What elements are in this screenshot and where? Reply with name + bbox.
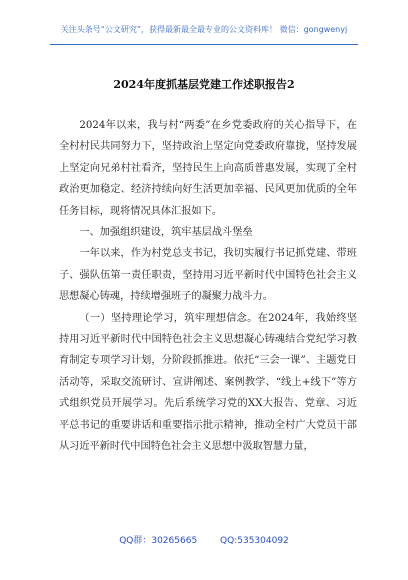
footer-contacts [0, 533, 408, 546]
paragraph-subsection-1: （一）坚持理论学习，筑牢理想信念。在2024年，我始终坚持用习近平新时代中国特色社会主义思想凝心铸魂结合党纪学习教育制定专项学习计划，分阶段抓推进。依托“三会一课”、主题党日活动等，采取交流研讨、宣讲阐述、案例教学、“线上+线下”等方式组织党员开展学习。先后系统学习党的XX大报告、党章、习近平总书记的重要讲话和重要指示批示精神，推动全村广大党员干部从习近平新时代中国特色社会主义思想中汲取智慧力量， [59, 312, 357, 453]
document-title: 2024年度抓基层党建工作述职报告2 [113, 78, 295, 91]
section-heading-1: 一、加强组织建设，筑牢基层战斗堡垒 [79, 227, 253, 239]
header-divider [50, 44, 358, 45]
paragraph-section-1: 一年以来，作为村党总支书记，我切实履行书记抓党建、带班子、强队伍第一责任职责，坚持用习近平新时代中国特色社会主义思想凝心铸魂，持续增强班子的凝聚力战斗力。 [59, 248, 357, 303]
footer-qq-group: QQ群：30265665 [119, 536, 198, 546]
header-note: 关注头条号“公文研究”，获得最新最全最专业的公文资料库！ 微信：gongwenyj [60, 25, 348, 34]
paragraph-intro: 2024年以来，我与村“两委”在乡党委政府的关心指导下，在全村村民共同努力下，坚持政治上坚定向党委政府靠拢，坚持发展上坚定向兄弟村社看齐，坚持民生上向高质普惠发展，实现了全村政治更加稳定、经济持续向好生活更加幸福、民风更加优质的全年任务目标，现将情况具体汇报如下。 [59, 120, 357, 217]
document-body [59, 115, 357, 458]
footer-qq-number: QQ:535304092 [220, 536, 289, 546]
